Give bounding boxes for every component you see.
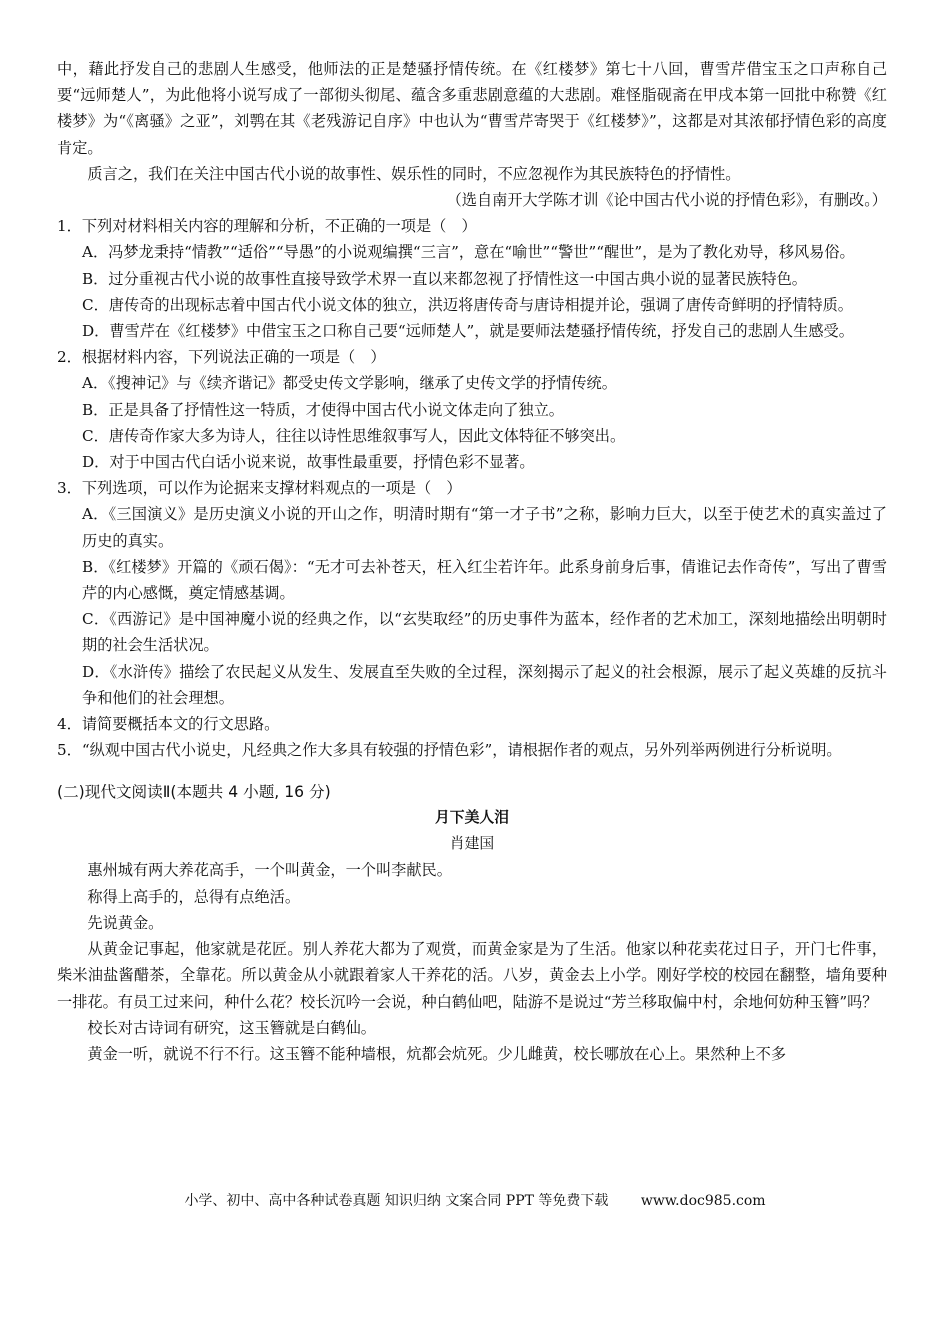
option-c: C．唐传奇作家大多为诗人，往往以诗性思维叙事写人，因此文体特征不够突出。: [82, 426, 626, 445]
page-footer: [0, 1190, 950, 1210]
story-paragraph: 称得上高手的，总得有点绝活。: [87, 887, 301, 906]
intro-paragraph-2: 质言之，我们在关注中国古代小说的故事性、娱乐性的同时，不应忽视作为其民族特色的抒情性。: [87, 164, 741, 183]
story-title: 月下美人泪: [435, 809, 509, 827]
question-3: [57, 475, 887, 711]
document-page: [57, 56, 887, 1067]
question-stem: 1．下列对材料相关内容的理解和分析，不正确的一项是（ ）: [57, 217, 477, 236]
question-1: [57, 213, 887, 344]
option-a: A．《三国演义》是历史演义小说的开山之作，明清时期有“第一才子书”之称，影响力巨大，以至于使艺术的真实盖过了历史的真实。: [82, 505, 887, 550]
option-d: D．对于中国古代白话小说来说，故事性最重要，抒情色彩不显著。: [82, 453, 535, 472]
story-paragraph: 校长对古诗词有研究，这玉簪就是白鹤仙。: [87, 1018, 376, 1037]
source-note: （选自南开大学陈才训《论中国古代小说的抒情色彩》，有删改。）: [446, 191, 887, 210]
option-d: D．《水浒传》描绘了农民起义从发生、发展直至失败的全过程，深刻揭示了起义的社会根源，展示了起义英雄的反抗斗争和他们的社会理想。: [82, 662, 887, 707]
question-stem: 5．“纵观中国古代小说史，凡经典之作大多具有较强的抒情色彩”，请根据作者的观点，另外列举两例进行分析说明。: [57, 741, 842, 760]
question-stem: 3．下列选项，可以作为论据来支撑材料观点的一项是（ ）: [57, 479, 462, 498]
option-b: B．正是具备了抒情性这一特质，才使得中国古代小说文体走向了独立。: [82, 400, 564, 419]
question-5: [57, 737, 887, 763]
option-d: D．曹雪芹在《红楼梦》中借宝玉之口称自己要“远师楚人”，就是要师法楚骚抒情传统，抒发自己的悲剧人生感受。: [82, 322, 854, 341]
question-4: [57, 711, 887, 737]
story-paragraph: 先说黄金。: [87, 913, 164, 932]
intro-paragraph-1: 中，藉此抒发自己的悲剧人生感受，他师法的正是楚骚抒情传统。在《红楼梦》第七十八回，曹雪芹借宝玉之口声称自己要“远师楚人”，为此他将小说写成了一部彻头彻尾、蕴含多重悲剧意蕴的大悲剧。难怪脂砚斋在甲戌本第一回批中称赞《红楼梦》为“《离骚》之亚”，刘鹗在其《老残游记自序》中也认为“曹雪芹寄哭于《红楼梦》”，这都是对其浓郁抒情色彩的高度肯定。: [57, 60, 887, 157]
story-paragraph: 黄金一听，就说不行不行。这玉簪不能种墙根，炕都会炕死。少儿雌黄，校长哪放在心上。果然种上不多: [87, 1044, 787, 1063]
story-author: 肖建国: [449, 835, 495, 853]
option-a: A．冯梦龙秉持“情教”“适俗”“导愚”的小说观编撰“三言”，意在“喻世”“警世”“醒世”，是为了教化劝导，移风易俗。: [82, 243, 855, 262]
story-paragraph: 惠州城有两大养花高手，一个叫黄金，一个叫李献民。: [87, 861, 452, 880]
footer-url[interactable]: www.doc985.com: [640, 1193, 766, 1209]
question-2: [57, 344, 887, 475]
option-c: C．唐传奇的出现标志着中国古代小说文体的独立，洪迈将唐传奇与唐诗相提并论，强调了唐传奇鲜明的抒情特质。: [82, 295, 853, 314]
footer-text: 小学、初中、高中各种试卷真题 知识归纳 文案合同 PPT 等免费下载: [184, 1193, 609, 1209]
section-heading: (二)现代文阅读Ⅱ(本题共 4 小题, 16 分): [57, 783, 331, 802]
story-paragraph: 从黄金记事起，他家就是花匠。别人养花大都为了观赏，而黄金家是为了生活。他家以种花卖花过日子，开门七件事，柴米油盐酱醋茶，全靠花。所以黄金从小就跟着家人干养花的活。八岁，黄金去上小学。刚好学校的校园在翻整，墙角要种一排花。有员工过来问，种什么花？校长沉吟一会说，种白鹤仙吧，陆游不是说过“芳兰移取偏中村，余地何妨种玉簪”吗？: [57, 940, 887, 1011]
option-a: A．《搜神记》与《续齐谐记》都受史传文学影响，继承了史传文学的抒情传统。: [82, 374, 617, 393]
option-b: B．《红楼梦》开篇的《顽石偈》：“无才可去补苍天，枉入红尘若许年。此系身前身后事，倩谁记去作奇传”，写出了曹雪芹的内心感慨，奠定情感基调。: [82, 557, 887, 603]
question-stem: 4．请简要概括本文的行文思路。: [57, 715, 280, 734]
option-b: B．过分重视古代小说的故事性直接导致学术界一直以来都忽视了抒情性这一中国古典小说的显著民族特色。: [82, 269, 807, 288]
option-c: C．《西游记》是中国神魔小说的经典之作，以“玄奘取经”的历史事件为蓝本，经作者的艺术加工，深刻地描绘出明朝时期的社会生活状况。: [82, 610, 887, 655]
question-stem: 2．根据材料内容，下列说法正确的一项是（ ）: [57, 348, 386, 367]
story-body: [57, 857, 887, 1067]
